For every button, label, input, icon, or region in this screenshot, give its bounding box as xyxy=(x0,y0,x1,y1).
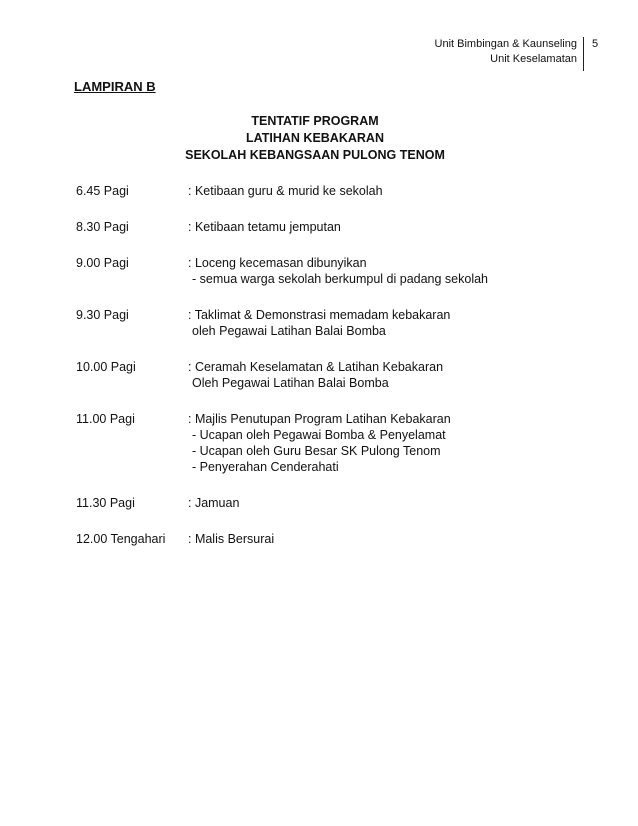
schedule-row xyxy=(76,255,596,287)
schedule-details xyxy=(188,531,596,547)
schedule-detail-line: : Jamuan xyxy=(188,496,240,510)
schedule-details xyxy=(188,495,596,511)
page-number: 5 xyxy=(592,38,599,50)
schedule-detail-line: : Ceramah Keselamatan & Latihan Kebakaran xyxy=(188,360,444,374)
schedule-details xyxy=(188,411,596,475)
schedule-detail-line: - Ucapan oleh Guru Besar SK Pulong Tenom xyxy=(192,444,441,458)
schedule-details xyxy=(188,359,596,391)
schedule-row xyxy=(76,219,596,235)
schedule-time: 8.30 Pagi xyxy=(76,220,129,234)
schedule-row xyxy=(76,495,596,511)
schedule-time: 9.00 Pagi xyxy=(76,256,129,270)
header-unit-keselamatan: Unit Keselamatan xyxy=(490,53,577,65)
schedule-detail-line: : Majlis Penutupan Program Latihan Kebakaran xyxy=(188,412,451,426)
schedule-detail-line: : Loceng kecemasan dibunyikan xyxy=(188,256,367,270)
schedule-detail-line: - Ucapan oleh Pegawai Bomba & Penyelamat xyxy=(192,428,446,442)
header-unit-bimbingan: Unit Bimbingan & Kaunseling xyxy=(434,38,577,50)
title-line-2: LATIHAN KEBAKARAN xyxy=(246,131,384,145)
schedule-time: 6.45 Pagi xyxy=(76,184,129,198)
schedule-detail-line: : Taklimat & Demonstrasi memadam kebakaran xyxy=(188,308,451,322)
schedule-detail-line: Oleh Pegawai Latihan Balai Bomba xyxy=(192,376,389,390)
schedule-time: 10.00 Pagi xyxy=(76,360,136,374)
schedule-time: 12.00 Tengahari xyxy=(76,532,166,546)
schedule-details xyxy=(188,255,596,287)
schedule-row xyxy=(76,183,596,199)
schedule-time: 11.00 Pagi xyxy=(76,412,135,426)
schedule-details xyxy=(188,183,596,199)
schedule-row xyxy=(76,307,596,339)
title-line-1: TENTATIF PROGRAM xyxy=(251,114,379,128)
schedule-detail-line: : Malis Bersurai xyxy=(188,532,275,546)
header-text xyxy=(435,37,583,67)
schedule-row xyxy=(76,411,596,475)
appendix-label: LAMPIRAN B xyxy=(74,79,156,94)
title-block xyxy=(150,113,480,164)
schedule-detail-line: : Ketibaan tetamu jemputan xyxy=(188,220,341,234)
schedule-details xyxy=(188,307,596,339)
schedule-details xyxy=(188,219,596,235)
schedule-detail-line: oleh Pegawai Latihan Balai Bomba xyxy=(192,324,386,338)
title-line-3: SEKOLAH KEBANGSAAN PULONG TENOM xyxy=(185,148,445,162)
schedule-detail-line: - Penyerahan Cenderahati xyxy=(192,460,339,474)
schedule-detail-line: - semua warga sekolah berkumpul di padang sekolah xyxy=(192,272,489,286)
page-header xyxy=(435,37,602,71)
schedule-row xyxy=(76,531,596,547)
schedule-row xyxy=(76,359,596,391)
schedule-time: 11.30 Pagi xyxy=(76,496,135,510)
schedule-time: 9.30 Pagi xyxy=(76,308,129,322)
schedule xyxy=(76,183,596,567)
schedule-detail-line: : Ketibaan guru & murid ke sekolah xyxy=(188,184,383,198)
